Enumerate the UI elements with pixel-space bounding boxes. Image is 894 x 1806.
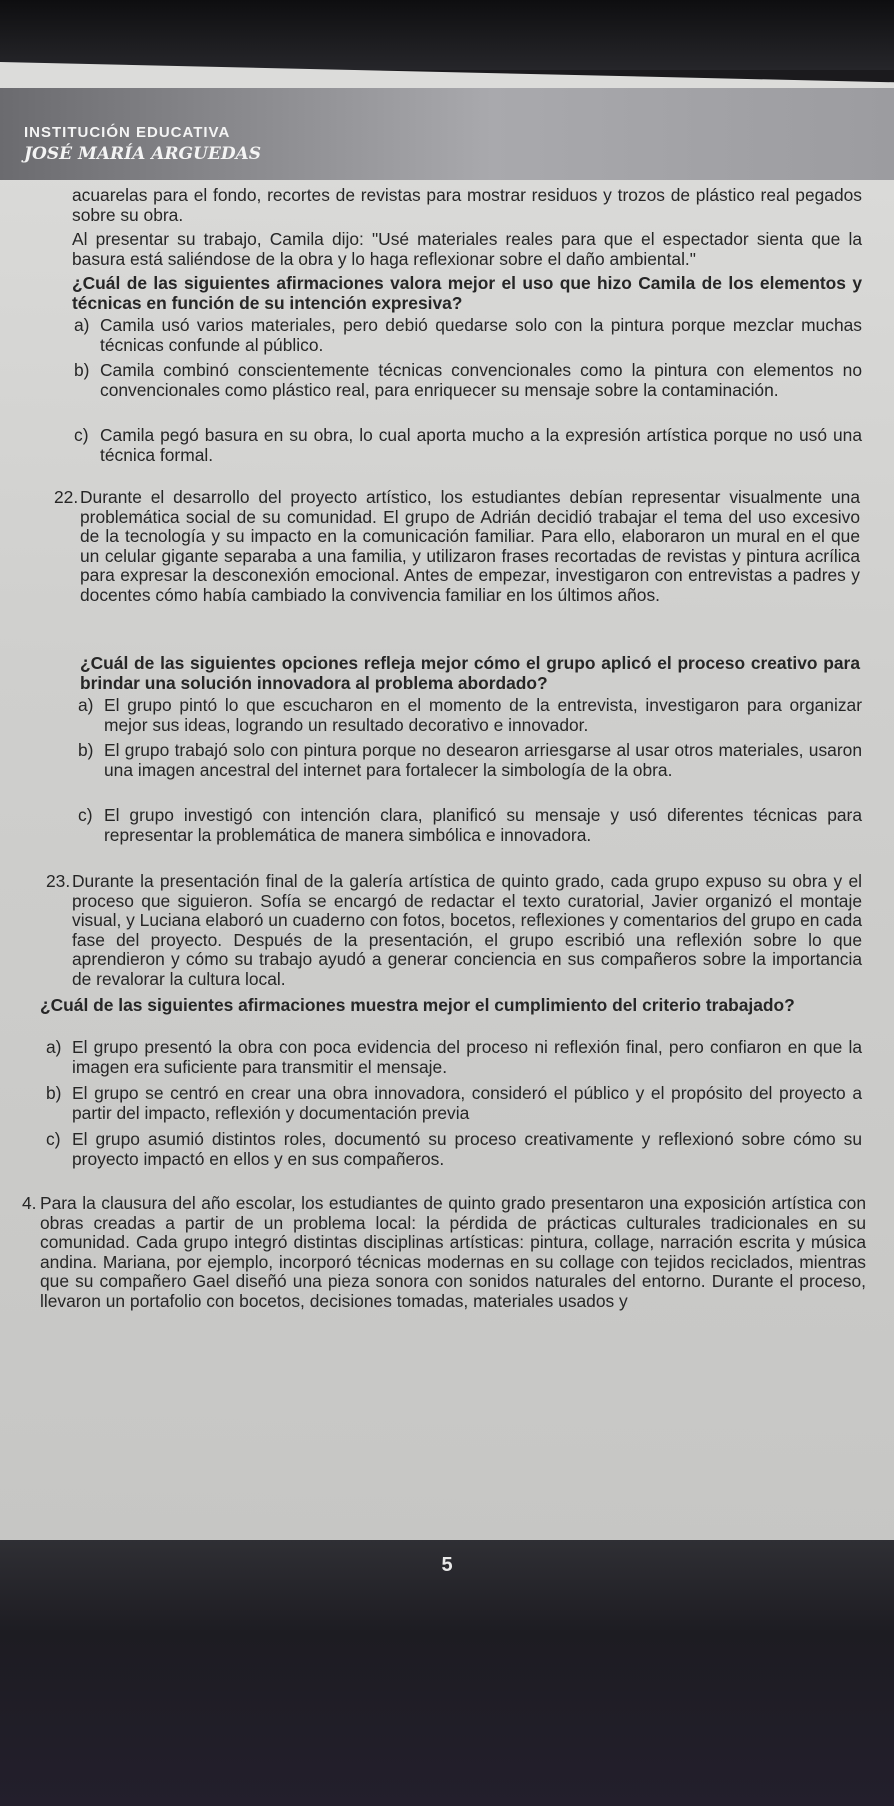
question-text: Durante la presentación final de la galería artística de quinto grado, cada grupo expuso su obra y el proceso que siguieron. Sofía se encargó de redactar el texto curatorial, Javier organizó el montaje visual, y Luciana elaboró un cuaderno con fotos, bocetos, reflexiones y comentarios del grupo en cada fase del proyecto. Después de la presentación, el grupo escribió una reflexión sobre lo que aprendieron y cómo su trabajo ayudó a generar conciencia en sus compañeros sobre la importancia de revalorar la cultura local. <box>72 871 862 989</box>
background-top <box>0 0 894 70</box>
background-bottom <box>0 1540 894 1806</box>
option-text: Camila combinó conscientemente técnicas convencionales como la pintura con elementos no convencionales como plástico real, para enriquecer su mensaje sobre la contaminación. <box>100 360 862 400</box>
school-name: JOSÉ MARÍA ARGUEDAS <box>24 144 262 164</box>
page-header <box>0 88 894 180</box>
question-number: 23. <box>46 871 71 891</box>
option-label: c) <box>46 1129 61 1149</box>
intro-option-c <box>74 425 862 465</box>
option-text: El grupo investigó con intención clara, planificó su mensaje y usó diferentes técnicas para representar la problemática de manera simbólica e innovadora. <box>104 805 862 845</box>
intro-option-b <box>74 360 862 400</box>
option-label: b) <box>78 740 94 760</box>
intro-option-a <box>74 315 862 355</box>
question-number: 4. <box>22 1193 37 1213</box>
question-text: Para la clausura del año escolar, los estudiantes de quinto grado presentaron una exposición artística con obras creadas a partir de un problema local: la pérdida de prácticas culturales tradicionales en su comunidad. Cada grupo integró distintas disciplinas artísticas: pintura, collage, narración escrita y música andina. Mariana, por ejemplo, incorporó técnicas modernas en su collage con tejidos reciclados, mientras que su compañero Gael diseñó una pieza sonora con sonidos naturales del entorno. Durante el proceso, llevaron un portafolio con bocetos, decisiones tomadas, materiales usados y <box>40 1193 866 1311</box>
option-text: El grupo asumió distintos roles, documentó su proceso creativamente y reflexionó sobre cómo su proyecto impactó en ellos y en sus compañeros. <box>72 1129 862 1169</box>
question-22 <box>54 487 860 606</box>
question-23 <box>46 871 862 990</box>
intro-paragraph-2: Al presentar su trabajo, Camila dijo: "Usé materiales reales para que el espectador sienta que la basura está saliéndose de la obra y lo haga reflexionar sobre el daño ambiental." <box>72 229 862 269</box>
option-label: c) <box>78 805 93 825</box>
option-text: El grupo se centró en crear una obra innovadora, consideró el público y el propósito del proyecto a partir del impacto, reflexión y documentación previa <box>72 1083 862 1123</box>
option-label: b) <box>74 360 90 380</box>
question-number: 22. <box>54 487 79 507</box>
question-23-option-c <box>46 1129 862 1169</box>
question-23-option-b <box>46 1083 862 1123</box>
option-label: a) <box>74 315 90 335</box>
question-22-option-a <box>78 695 862 735</box>
question-23-prompt: ¿Cuál de las siguientes afirmaciones muestra mejor el cumplimiento del criterio trabajado? <box>40 995 795 1015</box>
institution-label: INSTITUCIÓN EDUCATIVA <box>24 124 231 141</box>
question-text: Durante el desarrollo del proyecto artístico, los estudiantes debían representar visualmente una problemática social de su comunidad. El grupo de Adrián decidió trabajar el tema del uso excesivo de la tecnología y su impacto en la comunicación familiar. Para ello, elaboraron un mural en el que un celular gigante separaba a una familia, y utilizaron frases recortadas de revistas y pintura acrílica para expresar la desconexión emocional. Antes de empezar, investigaron con entrevistas a padres y docentes cómo había cambiado la convivencia familiar en los últimos años. <box>80 487 860 605</box>
page-number: 5 <box>441 1554 453 1576</box>
option-text: El grupo pintó lo que escucharon en el momento de la entrevista, investigaron para organizar mejor sus ideas, logrando un resultado decorativo e innovador. <box>104 695 862 735</box>
option-text: El grupo trabajó solo con pintura porque no desearon arriesgarse al usar otros materiales, usaron una imagen ancestral del internet para fortalecer la simbología de la obra. <box>104 740 862 780</box>
question-22-option-c <box>78 805 862 845</box>
intro-paragraph-1: acuarelas para el fondo, recortes de revistas para mostrar residuos y trozos de plástico real pegados sobre su obra. <box>72 185 862 225</box>
question-23-option-a <box>46 1037 862 1077</box>
option-text: El grupo presentó la obra con poca evidencia del proceso ni reflexión final, pero confiaron en que la imagen era suficiente para transmitir el mensaje. <box>72 1037 862 1077</box>
intro-question: ¿Cuál de las siguientes afirmaciones valora mejor el uso que hizo Camila de los elementos y técnicas en función de su intención expresiva? <box>72 273 862 313</box>
question-22-prompt: ¿Cuál de las siguientes opciones refleja mejor cómo el grupo aplicó el proceso creativo para brindar una solución innovadora al problema abordado? <box>80 653 860 693</box>
document-body <box>0 186 894 1546</box>
question-24 <box>22 1193 866 1312</box>
option-label: b) <box>46 1083 62 1103</box>
option-text: Camila usó varios materiales, pero debió quedarse solo con la pintura porque mezclar muchas técnicas confunde al público. <box>100 315 862 355</box>
option-text: Camila pegó basura en su obra, lo cual aporta mucho a la expresión artística porque no usó una técnica formal. <box>100 425 862 465</box>
option-label: a) <box>78 695 94 715</box>
option-label: a) <box>46 1037 62 1057</box>
question-22-option-b <box>78 740 862 780</box>
option-label: c) <box>74 425 89 445</box>
